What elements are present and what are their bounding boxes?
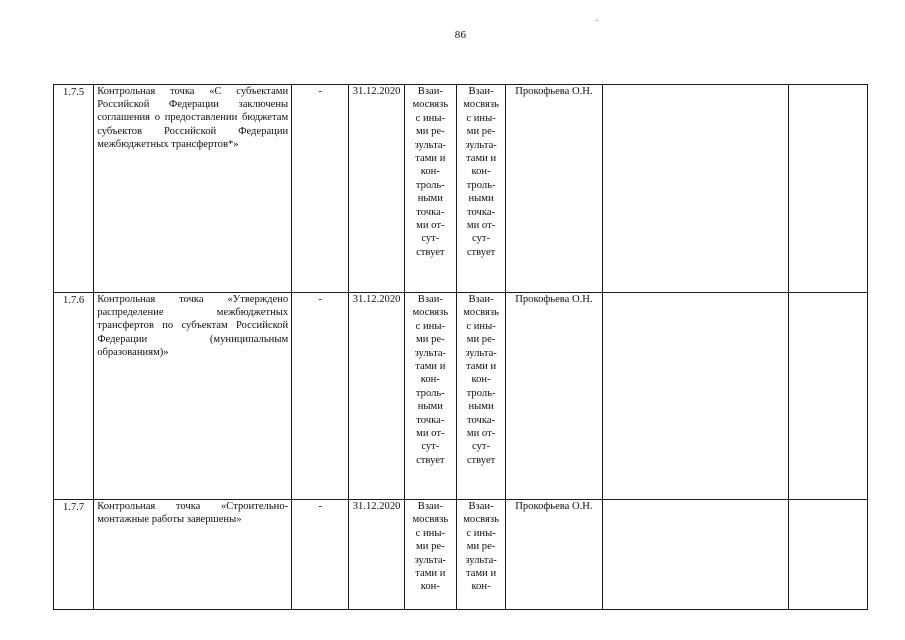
- cell-text-line: Взаи-: [417, 294, 443, 305]
- cell-text-line: ми ре-: [416, 541, 445, 553]
- cell-text-line: кон-: [471, 374, 491, 386]
- cell-text-line: Взаи-: [468, 501, 494, 512]
- cell-text-line: ствует: [466, 454, 496, 466]
- cell-text-line: Взаи-: [417, 501, 443, 512]
- cell-text-line: тами и: [465, 361, 497, 373]
- due-date: 31.12.2020: [349, 293, 404, 500]
- control-point-description: Контрольная точка «Утверждено распределение межбюджетных трансфертов по субъектам Российской Федерации (муниципальным образованиям)»: [94, 293, 292, 500]
- cell-text-line: сут-: [421, 441, 440, 453]
- row-number: 1.7.7: [54, 500, 94, 610]
- cell-text-line: ми от-: [416, 428, 445, 440]
- cell-text-line: Взаи-: [468, 294, 494, 305]
- successor-link-cell: [456, 500, 505, 610]
- responsible-person: Прокофьева О.Н.: [506, 500, 602, 610]
- cell-text-line: с ины-: [466, 320, 496, 332]
- empty-cell: [788, 85, 867, 293]
- cell-text-line: троль-: [415, 387, 445, 399]
- control-point-description: Контрольная точка «С субъектами Российской Федерации заключены соглашения о предоставлении бюджетам субъектов Российской Федерации межбюджетных трансфертов*»: [94, 85, 292, 293]
- cell-text-line: зульта-: [414, 554, 447, 566]
- base-value-cell: -: [292, 293, 349, 500]
- successor-link-cell: [456, 85, 505, 293]
- cell-text-line: мосвязь: [412, 307, 449, 319]
- cell-text-line: тами и: [415, 361, 446, 373]
- cell-text-line: ми ре-: [416, 126, 445, 138]
- cell-text-line: тами и: [465, 568, 497, 580]
- cell-text-line: ми ре-: [466, 126, 496, 138]
- cell-text-line: тами и: [415, 153, 446, 165]
- cell-text-line: ствует: [416, 454, 445, 466]
- cell-text-line: с ины-: [466, 527, 496, 539]
- cell-text-line: троль-: [466, 387, 496, 399]
- scan-artifact: [596, 20, 598, 21]
- cell-text-line: сут-: [472, 441, 491, 453]
- page-number: 86: [454, 29, 467, 41]
- cell-text-line: Взаи-: [417, 86, 443, 97]
- cell-text-line: с ины-: [415, 112, 445, 124]
- control-point-description: Контрольная точка «Строительно-монтажные работы завершены»: [94, 500, 292, 610]
- cell-text-line: ми от-: [466, 220, 496, 232]
- cell-text-line: Взаи-: [468, 86, 494, 97]
- cell-text-line: мосвязь: [463, 99, 499, 111]
- cell-text-line: ми от-: [416, 220, 445, 232]
- empty-cell: [602, 500, 788, 610]
- cell-text-line: кон-: [420, 374, 440, 386]
- successor-link-cell: [456, 293, 505, 500]
- cell-text-line: с ины-: [415, 527, 445, 539]
- base-value-cell: -: [292, 85, 349, 293]
- cell-text-line: зульта-: [465, 139, 497, 151]
- cell-text-line: ными: [468, 193, 494, 205]
- empty-cell: [788, 293, 867, 500]
- table-row: [54, 500, 868, 610]
- table-row: [54, 293, 868, 500]
- cell-text-line: мосвязь: [412, 99, 449, 111]
- cell-text-line: зульта-: [414, 347, 447, 359]
- cell-text-line: с ины-: [466, 112, 496, 124]
- cell-text-line: сут-: [421, 233, 440, 245]
- table-row: [54, 85, 868, 293]
- cell-text-line: мосвязь: [412, 514, 449, 526]
- cell-text-line: кон-: [471, 166, 491, 178]
- cell-text-line: зульта-: [414, 139, 447, 151]
- control-points-table: [53, 84, 868, 610]
- row-number: 1.7.6: [54, 293, 94, 500]
- cell-text-line: кон-: [471, 581, 491, 593]
- cell-text-line: ными: [417, 401, 443, 413]
- cell-text-line: точка-: [416, 414, 445, 426]
- cell-text-line: ствует: [416, 246, 445, 258]
- cell-text-line: троль-: [466, 179, 496, 191]
- cell-text-line: ми от-: [466, 428, 496, 440]
- cell-text-line: ными: [468, 401, 494, 413]
- predecessor-link-cell: [404, 85, 456, 293]
- predecessor-link-cell: [404, 500, 456, 610]
- cell-text-line: кон-: [420, 166, 440, 178]
- base-value-cell: -: [292, 500, 349, 610]
- cell-text-line: ми ре-: [466, 541, 496, 553]
- cell-text-line: точка-: [467, 414, 496, 426]
- cell-text-line: тами и: [465, 153, 497, 165]
- cell-text-line: точка-: [467, 206, 496, 218]
- cell-text-line: зульта-: [465, 554, 497, 566]
- cell-text-line: мосвязь: [463, 514, 499, 526]
- cell-text-line: мосвязь: [463, 307, 499, 319]
- cell-text-line: сут-: [472, 233, 491, 245]
- due-date: 31.12.2020: [349, 500, 404, 610]
- row-number: 1.7.5: [54, 85, 94, 293]
- empty-cell: [602, 293, 788, 500]
- cell-text-line: ми ре-: [416, 334, 445, 346]
- cell-text-line: тами и: [415, 568, 446, 580]
- cell-text-line: зульта-: [465, 347, 497, 359]
- empty-cell: [788, 500, 867, 610]
- cell-text-line: ствует: [466, 246, 496, 258]
- cell-text-line: троль-: [415, 179, 445, 191]
- cell-text-line: кон-: [420, 581, 440, 593]
- cell-text-line: ми ре-: [466, 334, 496, 346]
- responsible-person: Прокофьева О.Н.: [506, 293, 602, 500]
- cell-text-line: точка-: [416, 206, 445, 218]
- predecessor-link-cell: [404, 293, 456, 500]
- responsible-person: Прокофьева О.Н.: [506, 85, 602, 293]
- empty-cell: [602, 85, 788, 293]
- cell-text-line: с ины-: [415, 320, 445, 332]
- cell-text-line: ными: [417, 193, 443, 205]
- due-date: 31.12.2020: [349, 85, 404, 293]
